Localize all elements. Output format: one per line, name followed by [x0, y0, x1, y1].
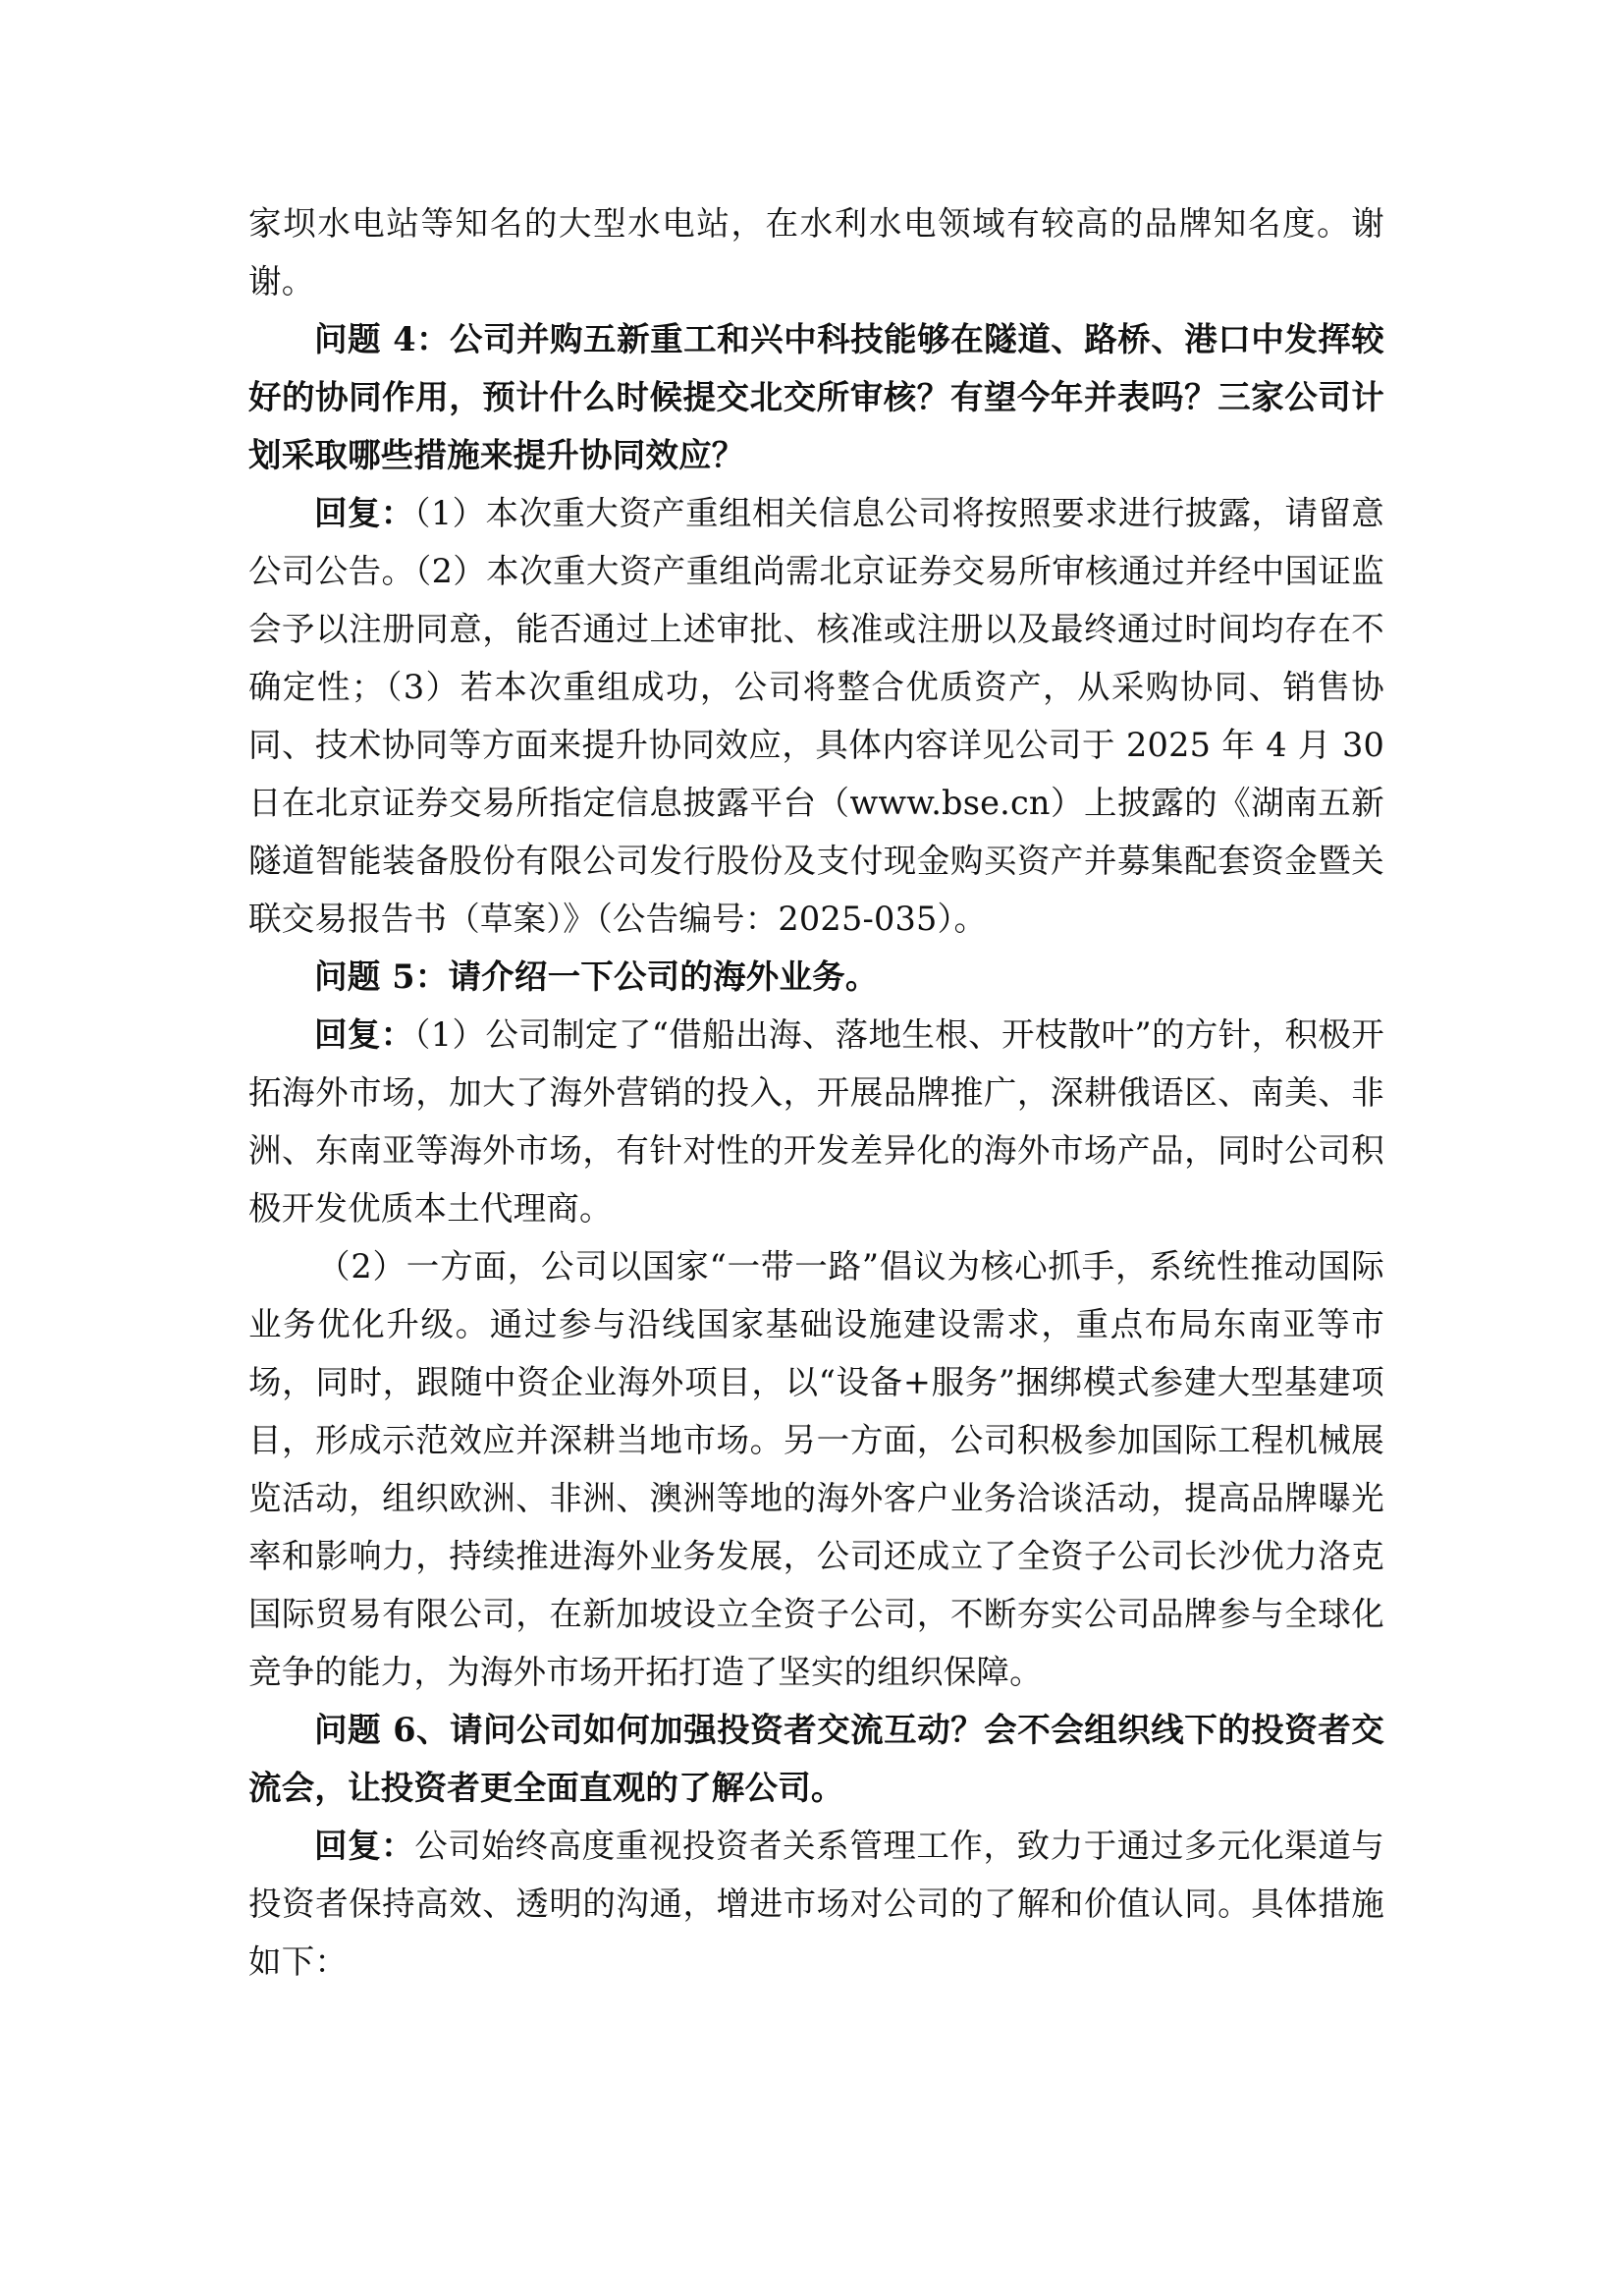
reply-label: 回复： — [314, 1827, 415, 1865]
reply-6 — [248, 1817, 1384, 1991]
question-6: 问题 6、请问公司如何加强投资者交流互动？会不会组织线下的投资者交流会，让投资者更全面直观的了解公司。 — [248, 1711, 1384, 1807]
paragraph-continuation: 家坝水电站等知名的大型水电站，在水利水电领域有较高的品牌知名度。谢谢。 — [248, 204, 1384, 301]
question-5: 问题 5：请介绍一下公司的海外业务。 — [314, 957, 879, 996]
reply-label: 回复： — [314, 494, 414, 532]
reply-5-part-1 — [248, 1006, 1384, 1237]
reply-6-text: 公司始终高度重视投资者关系管理工作，致力于通过多元化渠道与投资者保持高效、透明的沟通，增进市场对公司的了解和价值认同。具体措施如下： — [248, 1827, 1384, 1981]
reply-4 — [248, 484, 1384, 948]
reply-5-part-2: （2）一方面，公司以国家“一带一路”倡议为核心抓手，系统性推动国际业务优化升级。通过参与沿线国家基础设施建设需求，重点布局东南亚等市场，同时，跟随中资企业海外项目，以“设备+服务”捆绑模式参建大型基建项目，形成示范效应并深耕当地市场。另一方面，公司积极参加国际工程机械展览活动，组织欧洲、非洲、澳洲等地的海外客户业务洽谈活动，提高品牌曝光率和影响力，持续推进海外业务发展，公司还成立了全资子公司长沙优力洛克国际贸易有限公司，在新加坡设立全资子公司，不断夯实公司品牌参与全球化竞争的能力，为海外市场开拓打造了坚实的组织保障。 — [248, 1247, 1384, 1691]
reply-5-text-1: （1）公司制定了“借船出海、落地生根、开枝散叶”的方针，积极开拓海外市场，加大了海外营销的投入，开展品牌推广，深耕俄语区、南美、非洲、东南亚等海外市场，有针对性的开发差异化的海外市场产品，同时公司积极开发优质本土代理商。 — [248, 1015, 1384, 1228]
question-4: 问题 4：公司并购五新重工和兴中科技能够在隧道、路桥、港口中发挥较好的协同作用，预计什么时候提交北交所审核？有望今年并表吗？三家公司计划采取哪些措施来提升协同效应？ — [248, 320, 1384, 474]
reply-label: 回复： — [314, 1015, 414, 1054]
reply-4-text: （1）本次重大资产重组相关信息公司将按照要求进行披露，请留意公司公告。（2）本次重大资产重组尚需北京证券交易所审核通过并经中国证监会予以注册同意，能否通过上述审批、核准或注册以及最终通过时间均存在不确定性；（3）若本次重组成功，公司将整合优质资产，从采购协同、销售协同、技术协同等方面来提升协同效应，具体内容详见公司于 2025 年 4 月 30 日在北京证券交易所指定信息披露平台（www.bse.cn）上披露的《湖南五新隧道智能装备股份有限公司发行股份及支付现金购买资产并募集配套资金暨关联交易报告书（草案）》（公告编号：2025-035）。 — [248, 494, 1385, 938]
document-page — [248, 194, 1384, 1991]
